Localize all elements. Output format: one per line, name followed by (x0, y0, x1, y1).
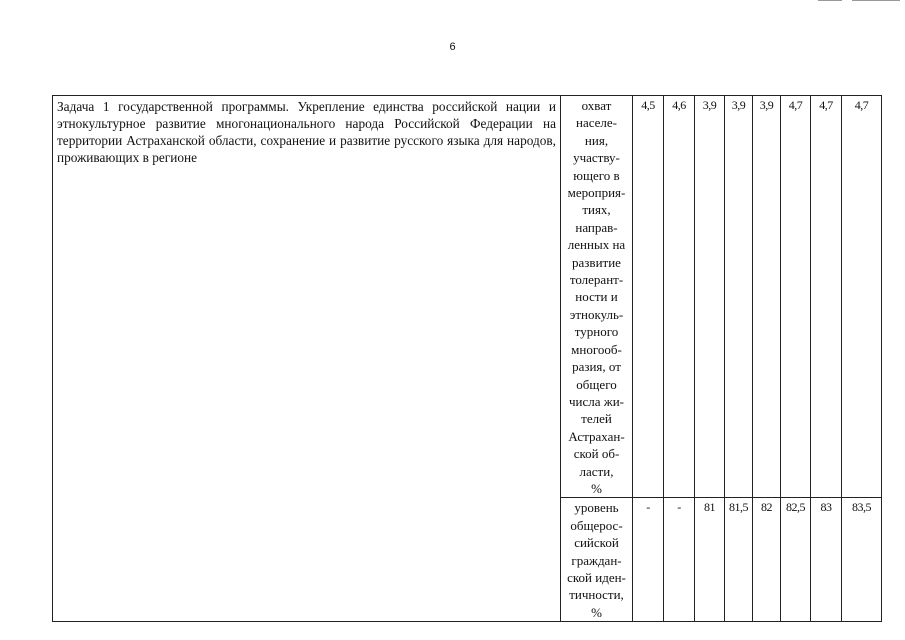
indicator-line: % (591, 604, 602, 620)
indicator-line: разия, от (572, 359, 621, 375)
value-cell (753, 96, 781, 498)
indicator-line: уровень (574, 500, 619, 516)
indicator-cell (561, 498, 633, 622)
indicator-value: 82 (761, 500, 772, 515)
indicator-line: развитие (572, 254, 621, 270)
indicator-line: ленных на (567, 237, 626, 253)
corner-mark (818, 0, 842, 1)
page-number: 6 (449, 41, 456, 53)
indicator-line: общерос- (570, 517, 623, 533)
indicator-value: 4,7 (788, 98, 803, 112)
value-cell (725, 498, 753, 622)
value-cell (633, 498, 664, 622)
value-cell (664, 498, 695, 622)
indicator-value: 83 (820, 500, 832, 515)
indicator-line: ющего в (573, 167, 620, 183)
indicator-value: 81 (704, 500, 715, 515)
indicator-value: - (646, 500, 650, 515)
indicator-value: 3,9 (702, 98, 717, 112)
indicator-line: ской иден- (567, 569, 626, 585)
indicator-line: % (591, 480, 602, 496)
value-cell (695, 96, 725, 498)
indicator-line: многооб- (571, 341, 622, 357)
value-cell (633, 96, 664, 498)
corner-mark (852, 0, 900, 1)
indicator-line: охват (581, 98, 612, 113)
indicator-line: ской об- (573, 446, 620, 462)
indicator-value: 4,7 (819, 98, 833, 112)
indicator-value: 4,7 (854, 98, 869, 112)
indicator-value: 81,5 (729, 500, 748, 515)
indicator-line: общего (576, 376, 617, 392)
indicator-line: ния, (584, 132, 609, 148)
indicator-value: 83,5 (852, 500, 871, 515)
value-cell (781, 96, 811, 498)
value-cell (753, 498, 781, 622)
indicator-line: ласти, (579, 463, 614, 479)
indicator-value: - (677, 500, 681, 515)
indicator-line: направ- (575, 219, 618, 235)
value-cell (842, 498, 882, 622)
indicator-line: мероприя- (567, 185, 626, 201)
indicator-name (561, 96, 632, 497)
value-cell (725, 96, 753, 498)
indicator-line: числа жи- (568, 393, 625, 409)
indicator-value: 82,5 (786, 500, 805, 515)
value-cell (842, 96, 882, 498)
indicator-line: турного (574, 324, 619, 340)
indicator-value: 4,6 (672, 98, 686, 112)
indicator-value: 4,5 (641, 98, 655, 112)
task-description: Задача 1 государственной программы. Укрепление единства российской нации и этнокультурное развитие многонационального народа Российской Федерации на территории Астраханской области, сохранение и развитие русского языка для народов, проживающих в регионе (57, 99, 556, 165)
indicator-value: 3,9 (759, 98, 774, 112)
program-table (52, 95, 882, 622)
value-cell (811, 96, 842, 498)
value-cell (695, 498, 725, 622)
table-row (53, 96, 882, 498)
value-cell (664, 96, 695, 498)
indicator-line: участву- (573, 150, 620, 166)
indicator-line: этнокуль- (569, 306, 624, 322)
indicator-line: тиях, (582, 202, 611, 218)
indicator-line: населе- (575, 115, 617, 131)
value-cell (811, 498, 842, 622)
indicator-line: тичности, (569, 587, 624, 603)
indicator-name (561, 498, 632, 621)
indicator-line: телей (581, 411, 612, 427)
indicator-line: граждан- (571, 552, 622, 568)
indicator-line: Астрахан- (568, 428, 625, 444)
value-cell (781, 498, 811, 622)
indicator-line: сийской (574, 535, 619, 551)
indicator-cell (561, 96, 633, 498)
task-cell (53, 96, 561, 622)
indicator-value: 3,9 (731, 98, 746, 112)
indicator-line: толерант- (569, 272, 624, 288)
indicator-line: ности и (575, 289, 618, 305)
